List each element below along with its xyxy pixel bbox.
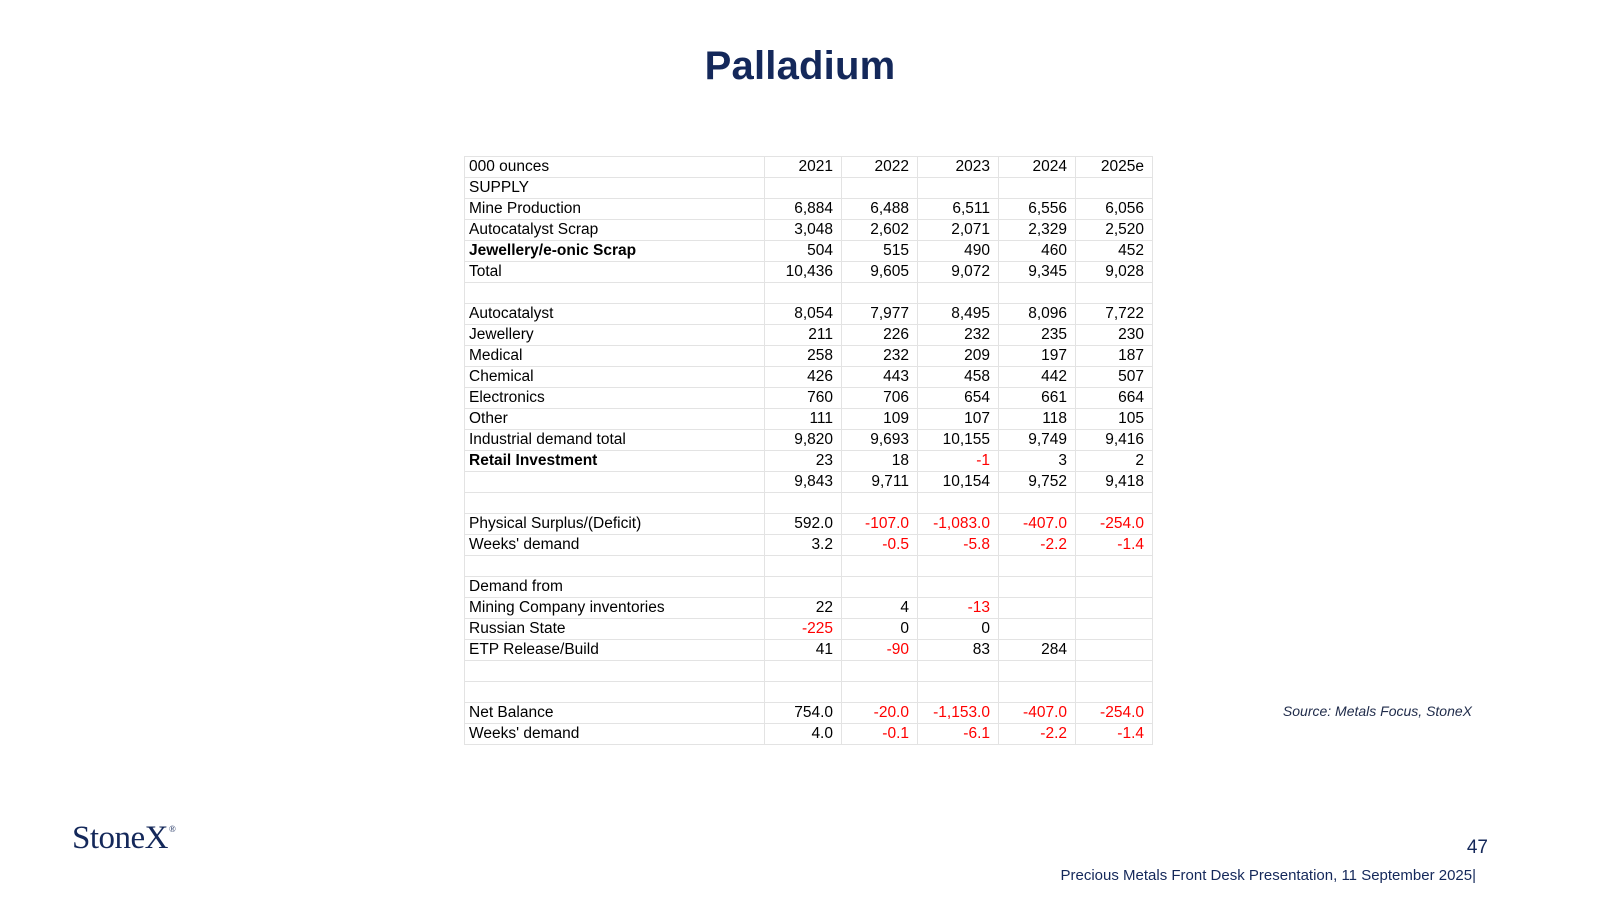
cell-value: -2.2 bbox=[999, 535, 1076, 556]
row-label: Medical bbox=[465, 346, 765, 367]
cell-value: -13 bbox=[918, 598, 999, 619]
header-year: 2023 bbox=[918, 157, 999, 178]
cell-value: -225 bbox=[765, 619, 842, 640]
stonex-logo bbox=[72, 820, 175, 857]
row-label bbox=[465, 556, 765, 577]
cell-value: 258 bbox=[765, 346, 842, 367]
row-label bbox=[465, 493, 765, 514]
cell-value bbox=[1076, 619, 1153, 640]
row-label: Weeks' demand bbox=[465, 535, 765, 556]
cell-value: 3 bbox=[999, 451, 1076, 472]
header-year: 2022 bbox=[842, 157, 918, 178]
logo-text: StoneX bbox=[72, 820, 168, 856]
row-label bbox=[465, 661, 765, 682]
table-row bbox=[465, 199, 1153, 220]
cell-value: 9,752 bbox=[999, 472, 1076, 493]
cell-value: 6,488 bbox=[842, 199, 918, 220]
cell-value bbox=[918, 493, 999, 514]
row-label: SUPPLY bbox=[465, 178, 765, 199]
cell-value: 235 bbox=[999, 325, 1076, 346]
row-label: ETP Release/Build bbox=[465, 640, 765, 661]
cell-value bbox=[1076, 178, 1153, 199]
cell-value bbox=[842, 283, 918, 304]
cell-value: -1.4 bbox=[1076, 724, 1153, 745]
table-body bbox=[465, 157, 1153, 745]
table-row bbox=[465, 493, 1153, 514]
cell-value: 232 bbox=[918, 325, 999, 346]
cell-value: 187 bbox=[1076, 346, 1153, 367]
cell-value: 504 bbox=[765, 241, 842, 262]
cell-value: 8,054 bbox=[765, 304, 842, 325]
cell-value bbox=[1076, 283, 1153, 304]
row-label bbox=[465, 283, 765, 304]
row-label: Mining Company inventories bbox=[465, 598, 765, 619]
table-header-row bbox=[465, 157, 1153, 178]
cell-value bbox=[999, 283, 1076, 304]
cell-value: 4.0 bbox=[765, 724, 842, 745]
cell-value: -20.0 bbox=[842, 703, 918, 724]
table-row bbox=[465, 682, 1153, 703]
slide-title: Palladium bbox=[704, 44, 896, 88]
cell-value: 2,071 bbox=[918, 220, 999, 241]
cell-value: 490 bbox=[918, 241, 999, 262]
row-label: Mine Production bbox=[465, 199, 765, 220]
cell-value: 9,605 bbox=[842, 262, 918, 283]
table-row bbox=[465, 346, 1153, 367]
cell-value: 654 bbox=[918, 388, 999, 409]
row-label: Physical Surplus/(Deficit) bbox=[465, 514, 765, 535]
cell-value: -254.0 bbox=[1076, 514, 1153, 535]
header-unit-label: 000 ounces bbox=[465, 157, 765, 178]
cell-value bbox=[765, 682, 842, 703]
source-note: Source: Metals Focus, StoneX bbox=[1282, 703, 1472, 719]
cell-value: 2,520 bbox=[1076, 220, 1153, 241]
cell-value: 230 bbox=[1076, 325, 1153, 346]
cell-value: -254.0 bbox=[1076, 703, 1153, 724]
cell-value: 8,096 bbox=[999, 304, 1076, 325]
cell-value: -2.2 bbox=[999, 724, 1076, 745]
cell-value: -1,153.0 bbox=[918, 703, 999, 724]
cell-value: 442 bbox=[999, 367, 1076, 388]
table-row bbox=[465, 220, 1153, 241]
cell-value: 9,843 bbox=[765, 472, 842, 493]
cell-value: 10,436 bbox=[765, 262, 842, 283]
cell-value bbox=[999, 598, 1076, 619]
cell-value: 4 bbox=[842, 598, 918, 619]
header-year: 2024 bbox=[999, 157, 1076, 178]
cell-value: -1 bbox=[918, 451, 999, 472]
header-year: 2025e bbox=[1076, 157, 1153, 178]
table-row bbox=[465, 598, 1153, 619]
cell-value: 515 bbox=[842, 241, 918, 262]
cell-value: 661 bbox=[999, 388, 1076, 409]
cell-value bbox=[1076, 577, 1153, 598]
table-row bbox=[465, 619, 1153, 640]
cell-value: 109 bbox=[842, 409, 918, 430]
cell-value bbox=[1076, 556, 1153, 577]
table-row bbox=[465, 388, 1153, 409]
table-row bbox=[465, 451, 1153, 472]
cell-value bbox=[765, 577, 842, 598]
table-row bbox=[465, 703, 1153, 724]
cell-value: 6,884 bbox=[765, 199, 842, 220]
cell-value bbox=[765, 493, 842, 514]
table-row bbox=[465, 724, 1153, 745]
row-label: Industrial demand total bbox=[465, 430, 765, 451]
cell-value bbox=[842, 493, 918, 514]
cell-value: 6,511 bbox=[918, 199, 999, 220]
cell-value bbox=[842, 577, 918, 598]
cell-value bbox=[842, 556, 918, 577]
table-row bbox=[465, 241, 1153, 262]
table-row bbox=[465, 409, 1153, 430]
table-row bbox=[465, 262, 1153, 283]
cell-value: 209 bbox=[918, 346, 999, 367]
cell-value bbox=[1076, 640, 1153, 661]
table-row bbox=[465, 577, 1153, 598]
cell-value: 9,028 bbox=[1076, 262, 1153, 283]
cell-value: -5.8 bbox=[918, 535, 999, 556]
cell-value bbox=[999, 577, 1076, 598]
cell-value bbox=[999, 178, 1076, 199]
table-row bbox=[465, 430, 1153, 451]
cell-value bbox=[918, 682, 999, 703]
cell-value: 284 bbox=[999, 640, 1076, 661]
row-label: Jewellery bbox=[465, 325, 765, 346]
cell-value: -1,083.0 bbox=[918, 514, 999, 535]
cell-value: 8,495 bbox=[918, 304, 999, 325]
cell-value: 83 bbox=[918, 640, 999, 661]
cell-value: 6,556 bbox=[999, 199, 1076, 220]
cell-value: 3,048 bbox=[765, 220, 842, 241]
cell-value bbox=[918, 661, 999, 682]
cell-value: 2,602 bbox=[842, 220, 918, 241]
table-row bbox=[465, 178, 1153, 199]
cell-value: 118 bbox=[999, 409, 1076, 430]
cell-value bbox=[999, 556, 1076, 577]
table-row bbox=[465, 514, 1153, 535]
table-row bbox=[465, 472, 1153, 493]
cell-value: -0.1 bbox=[842, 724, 918, 745]
cell-value: 9,820 bbox=[765, 430, 842, 451]
cell-value: 458 bbox=[918, 367, 999, 388]
cell-value bbox=[765, 178, 842, 199]
row-label: Chemical bbox=[465, 367, 765, 388]
cell-value: 0 bbox=[918, 619, 999, 640]
cell-value: 706 bbox=[842, 388, 918, 409]
cell-value bbox=[918, 283, 999, 304]
cell-value: 754.0 bbox=[765, 703, 842, 724]
row-label: Other bbox=[465, 409, 765, 430]
table-row bbox=[465, 640, 1153, 661]
header-year: 2021 bbox=[765, 157, 842, 178]
cell-value: -6.1 bbox=[918, 724, 999, 745]
cell-value bbox=[1076, 661, 1153, 682]
cell-value: 507 bbox=[1076, 367, 1153, 388]
cell-value: 2,329 bbox=[999, 220, 1076, 241]
table-row bbox=[465, 304, 1153, 325]
cell-value bbox=[918, 178, 999, 199]
cell-value: 111 bbox=[765, 409, 842, 430]
cell-value: 197 bbox=[999, 346, 1076, 367]
cell-value: 232 bbox=[842, 346, 918, 367]
cell-value: 426 bbox=[765, 367, 842, 388]
cell-value bbox=[1076, 598, 1153, 619]
logo-registered-mark: ® bbox=[169, 824, 176, 834]
cell-value bbox=[765, 661, 842, 682]
cell-value bbox=[918, 556, 999, 577]
cell-value: 9,749 bbox=[999, 430, 1076, 451]
cell-value: -407.0 bbox=[999, 703, 1076, 724]
cell-value: 664 bbox=[1076, 388, 1153, 409]
row-label: Demand from bbox=[465, 577, 765, 598]
cell-value: -1.4 bbox=[1076, 535, 1153, 556]
cell-value: 760 bbox=[765, 388, 842, 409]
page-number: 47 bbox=[1466, 837, 1488, 858]
cell-value: 9,693 bbox=[842, 430, 918, 451]
cell-value: 9,072 bbox=[918, 262, 999, 283]
cell-value: 105 bbox=[1076, 409, 1153, 430]
row-label: Retail Investment bbox=[465, 451, 765, 472]
cell-value bbox=[999, 682, 1076, 703]
cell-value: 9,416 bbox=[1076, 430, 1153, 451]
row-label: Electronics bbox=[465, 388, 765, 409]
cell-value: 9,711 bbox=[842, 472, 918, 493]
footer-text: Precious Metals Front Desk Presentation, 11 September 2025| bbox=[1060, 867, 1476, 884]
cell-value bbox=[999, 493, 1076, 514]
row-label bbox=[465, 472, 765, 493]
cell-value: 107 bbox=[918, 409, 999, 430]
cell-value: 18 bbox=[842, 451, 918, 472]
cell-value: 3.2 bbox=[765, 535, 842, 556]
table-row bbox=[465, 325, 1153, 346]
table-row bbox=[465, 283, 1153, 304]
cell-value: 22 bbox=[765, 598, 842, 619]
cell-value bbox=[1076, 493, 1153, 514]
cell-value bbox=[842, 661, 918, 682]
row-label: Net Balance bbox=[465, 703, 765, 724]
row-label: Autocatalyst bbox=[465, 304, 765, 325]
cell-value: 9,418 bbox=[1076, 472, 1153, 493]
table-row bbox=[465, 367, 1153, 388]
cell-value: 7,977 bbox=[842, 304, 918, 325]
cell-value: 460 bbox=[999, 241, 1076, 262]
row-label: Weeks' demand bbox=[465, 724, 765, 745]
cell-value bbox=[842, 682, 918, 703]
cell-value: 10,155 bbox=[918, 430, 999, 451]
cell-value bbox=[918, 577, 999, 598]
cell-value: 9,345 bbox=[999, 262, 1076, 283]
cell-value: 443 bbox=[842, 367, 918, 388]
row-label bbox=[465, 682, 765, 703]
cell-value: 226 bbox=[842, 325, 918, 346]
row-label: Jewellery/e-onic Scrap bbox=[465, 241, 765, 262]
cell-value bbox=[765, 283, 842, 304]
row-label: Total bbox=[465, 262, 765, 283]
cell-value: 0 bbox=[842, 619, 918, 640]
cell-value: 10,154 bbox=[918, 472, 999, 493]
palladium-balance-table bbox=[464, 156, 1153, 745]
row-label: Autocatalyst Scrap bbox=[465, 220, 765, 241]
table-row bbox=[465, 661, 1153, 682]
table-row bbox=[465, 535, 1153, 556]
cell-value: 211 bbox=[765, 325, 842, 346]
cell-value: 7,722 bbox=[1076, 304, 1153, 325]
cell-value: -0.5 bbox=[842, 535, 918, 556]
cell-value: 41 bbox=[765, 640, 842, 661]
cell-value: -90 bbox=[842, 640, 918, 661]
cell-value: -107.0 bbox=[842, 514, 918, 535]
cell-value: 23 bbox=[765, 451, 842, 472]
cell-value: -407.0 bbox=[999, 514, 1076, 535]
cell-value: 6,056 bbox=[1076, 199, 1153, 220]
cell-value bbox=[1076, 682, 1153, 703]
row-label: Russian State bbox=[465, 619, 765, 640]
cell-value: 452 bbox=[1076, 241, 1153, 262]
cell-value bbox=[765, 556, 842, 577]
cell-value bbox=[999, 661, 1076, 682]
cell-value: 2 bbox=[1076, 451, 1153, 472]
cell-value bbox=[842, 178, 918, 199]
cell-value bbox=[999, 619, 1076, 640]
cell-value: 592.0 bbox=[765, 514, 842, 535]
table-row bbox=[465, 556, 1153, 577]
